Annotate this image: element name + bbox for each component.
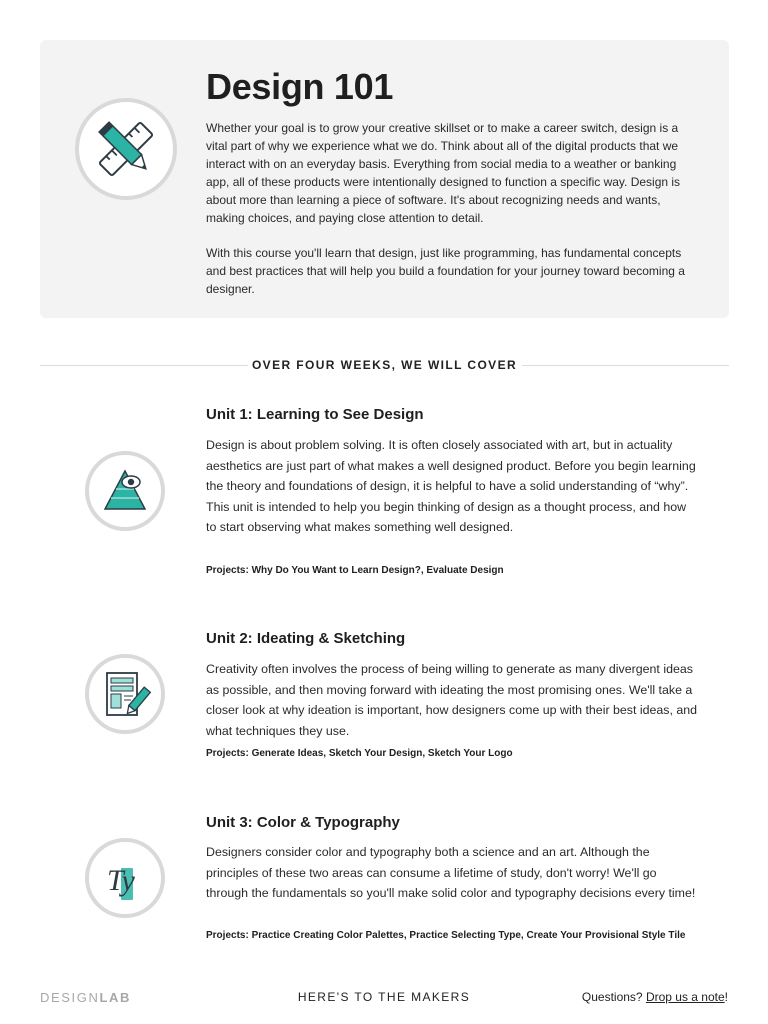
- unit-3-projects: Projects: Practice Creating Color Palettes, Practice Selecting Type, Create Your Provisional Style Tile: [206, 930, 686, 941]
- footer-question-text: Questions?: [581, 990, 646, 1004]
- unit-1-projects: Projects: Why Do You Want to Learn Design?, Evaluate Design: [206, 565, 504, 576]
- pencil-ruler-icon: [75, 98, 177, 200]
- unit-2-body: Creativity often involves the process of being willing to generate as many divergent ideas as possible, and then moving forward with ideating the most promising ones. We'll take a closer look at why ideation is important, how designers come up with their best ideas, and what techniques they use.: [206, 662, 698, 738]
- hero-intro-paragraph: Whether your goal is to grow your creative skillset or to make a career switch, design is a vital part of why we experience what we do. Think about all of the digital products that we interact with on an everyday basis. Everything from social media to a weather or banking app, all of these products were intentionally designed to function a specific way. Design is about more than learning a piece of software. It's about recognizing needs and wants, making choices, and paying close attention to detail.: [206, 121, 681, 225]
- hero-course-paragraph: With this course you'll learn that design, just like programming, has fundamental concepts and best practices that will help you build a foundation for your journey toward becoming a designer.: [206, 246, 685, 296]
- drop-us-a-note-link[interactable]: Drop us a note: [645, 990, 725, 1004]
- section-heading: OVER FOUR WEEKS, WE WILL COVER: [251, 358, 518, 372]
- footer-exclaim: !: [724, 990, 728, 1004]
- designlab-logo[interactable]: [40, 990, 131, 1005]
- logo-part-lab: LAB: [99, 990, 131, 1005]
- typography-ty-icon: [85, 838, 165, 918]
- svg-text:Ty: Ty: [107, 864, 135, 897]
- sketch-page-icon: [85, 654, 165, 734]
- section-divider: [40, 358, 729, 374]
- footer-tagline: HERE'S TO THE MAKERS: [297, 990, 471, 1004]
- unit-3-body: Designers consider color and typography both a science and an art. Although the principles of these two areas can consume a lifetime of study, don't worry! We'll go through the fundamentals so you'll make solid color and typography decisions every time!: [206, 845, 696, 900]
- unit-1-body: Design is about problem solving. It is often closely associated with art, but in actuality aesthetics are just part of what makes a well designed product. Before you begin learning the theory and foundations of design, it is helpful to have a solid understanding of “why”. This unit is intended to help you begin thinking of design as a thought process, and how to start observing what makes something well designed.: [206, 438, 696, 534]
- logo-part-design: DESIGN: [40, 990, 100, 1005]
- page-title: Design 101: [206, 66, 394, 107]
- footer-contact: [582, 990, 728, 1004]
- unit-2-title: Unit 2: Ideating & Sketching: [206, 630, 406, 647]
- unit-1-title: Unit 1: Learning to See Design: [206, 406, 424, 423]
- pyramid-eye-icon: [85, 451, 165, 531]
- unit-2-projects: Projects: Generate Ideas, Sketch Your Design, Sketch Your Logo: [206, 748, 513, 759]
- unit-3-title: Unit 3: Color & Typography: [206, 814, 400, 831]
